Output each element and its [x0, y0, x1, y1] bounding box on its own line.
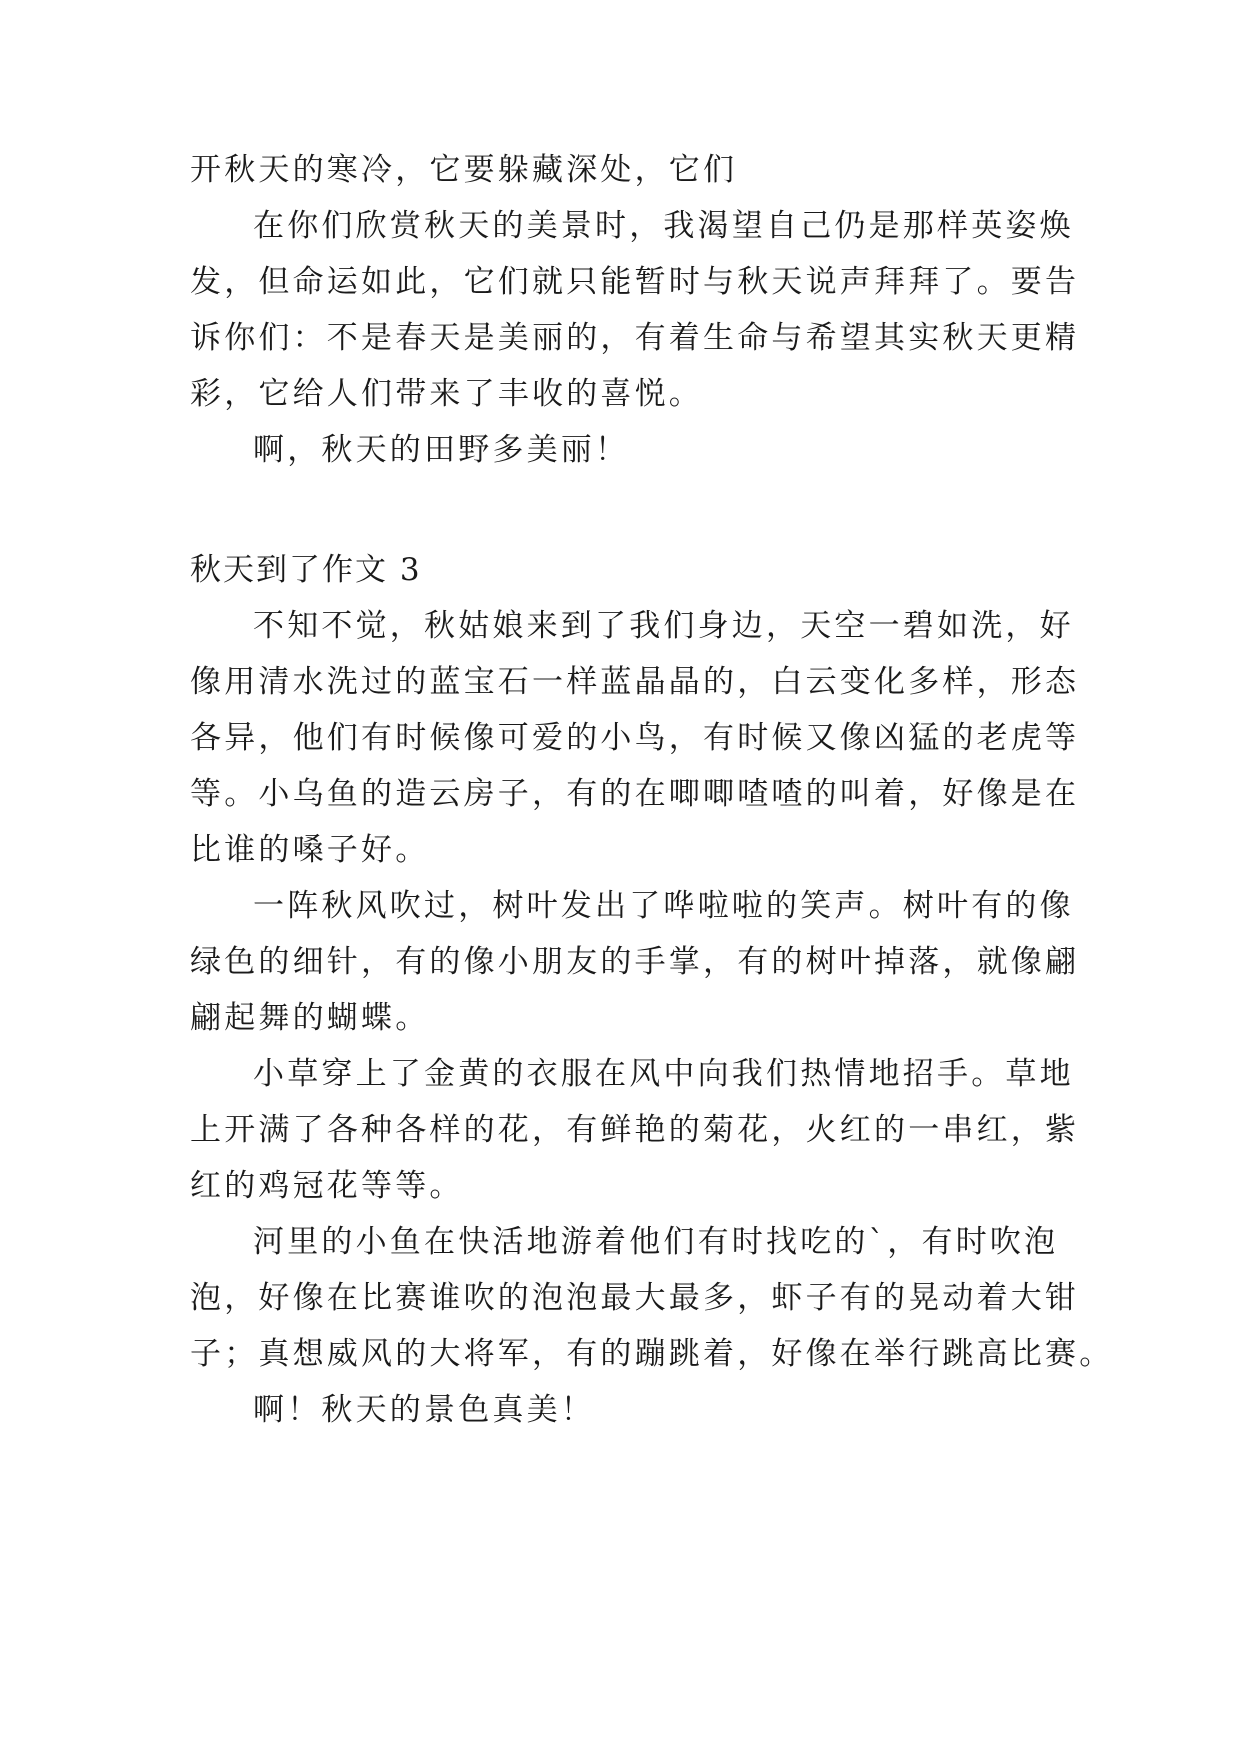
- paragraph-first-line: 啊！秋天的景色真美！: [253, 1392, 595, 1428]
- text-line: 子；真想威风的大将军，有的蹦跳着，好像在举行跳高比赛。: [190, 1336, 1114, 1372]
- text-line: 红的鸡冠花等等。: [190, 1168, 464, 1204]
- text-line: 泡，好像在比赛谁吹的泡泡最大最多，虾子有的晃动着大钳: [190, 1280, 1080, 1316]
- text-line: 发，但命运如此，它们就只能暂时与秋天说声拜拜了。要告: [190, 264, 1080, 300]
- paragraph-first-line: 河里的小鱼在快活地游着他们有时找吃的`，有时吹泡: [253, 1224, 1059, 1260]
- paragraph-first-line: 啊，秋天的田野多美丽！: [253, 432, 630, 468]
- text-line: 像用清水洗过的蓝宝石一样蓝晶晶的，白云变化多样，形态: [190, 664, 1080, 700]
- paragraph-first-line: 小草穿上了金黄的衣服在风中向我们热情地招手。草地: [253, 1056, 1074, 1092]
- paragraph-first-line: 一阵秋风吹过，树叶发出了哗啦啦的笑声。树叶有的像: [253, 888, 1074, 924]
- text-line: 诉你们：不是春天是美丽的，有着生命与希望其实秋天更精: [190, 320, 1080, 356]
- text-line: 各异，他们有时候像可爱的小鸟，有时候又像凶猛的老虎等: [190, 720, 1080, 756]
- text-line: 等。小乌鱼的造云房子，有的在唧唧喳喳的叫着，好像是在: [190, 776, 1080, 812]
- section-title: 秋天到了作文 3: [190, 552, 422, 588]
- paragraph-first-line: 不知不觉，秋姑娘来到了我们身边，天空一碧如洗，好: [253, 608, 1074, 644]
- text-line: 彩，它给人们带来了丰收的喜悦。: [190, 376, 703, 412]
- paragraph-first-line: 在你们欣赏秋天的美景时，我渴望自己仍是那样英姿焕: [253, 208, 1074, 244]
- text-line: 绿色的细针，有的像小朋友的手掌，有的树叶掉落，就像翩: [190, 944, 1080, 980]
- text-line: 开秋天的寒冷，它要躲藏深处，它们: [190, 152, 738, 188]
- text-line: 上开满了各种各样的花，有鲜艳的菊花，火红的一串红，紫: [190, 1112, 1080, 1148]
- text-line: 翩起舞的蝴蝶。: [190, 1000, 430, 1036]
- text-line: 比谁的嗓子好。: [190, 832, 430, 868]
